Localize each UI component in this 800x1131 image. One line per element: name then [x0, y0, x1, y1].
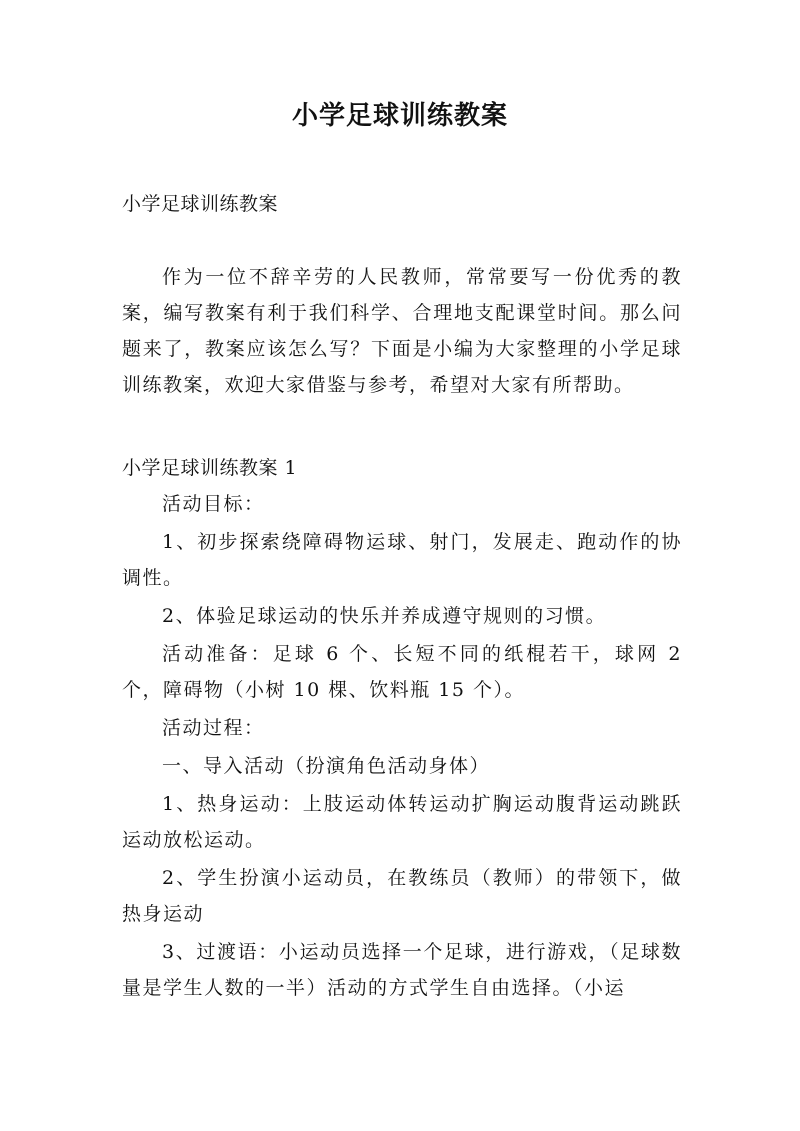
paragraph-transition: 3、过渡语：小运动员选择一个足球，进行游戏，（足球数量是学生人数的一半）活动的方式学生自由选择。（小运: [122, 941, 682, 999]
document-subtitle: 小学足球训练教案: [122, 193, 279, 215]
document-title: 小学足球训练教案: [291, 101, 508, 131]
paragraph-step-intro: 一、导入活动（扮演角色活动身体）: [162, 755, 491, 777]
paragraph-process-heading: 活动过程：: [162, 717, 265, 739]
paragraph-preparation: 活动准备：足球 6 个、长短不同的纸棍若干，球网 2 个，障碍物（小树 10 棵、饮料瓶 15 个）。: [122, 643, 682, 701]
paragraph-goal-2: 2、体验足球运动的快乐并养成遵守规则的习惯。: [162, 605, 607, 627]
paragraph-goal-1: 1、初步探索绕障碍物运球、射门，发展走、跑动作的协调性。: [122, 531, 682, 589]
intro-paragraph: 作为一位不辞辛劳的人民教师，常常要写一份优秀的教案，编写教案有利于我们科学、合理地支配课堂时间。那么问题来了，教案应该怎么写？下面是小编为大家整理的小学足球训练教案，欢迎大家借鉴与参考，希望对大家有所帮助。: [122, 266, 682, 396]
lesson-body: [122, 486, 682, 1008]
section-heading: 小学足球训练教案 1: [122, 457, 298, 479]
paragraph-activity-goals: 活动目标：: [162, 493, 265, 515]
paragraph-role-play: 2、学生扮演小运动员，在教练员（教师）的带领下，做热身运动: [122, 867, 682, 925]
paragraph-warmup: 1、热身运动：上肢运动体转运动扩胸运动腹背运动跳跃运动放松运动。: [122, 793, 682, 851]
